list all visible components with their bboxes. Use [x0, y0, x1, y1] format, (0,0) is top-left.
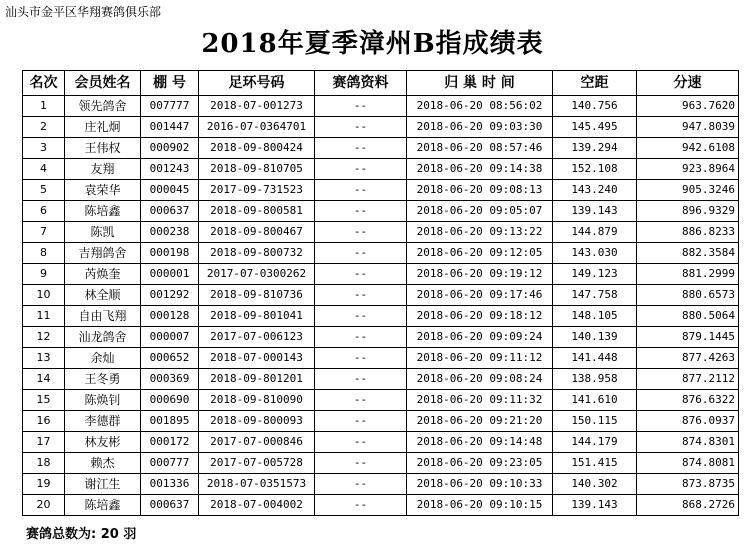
pigeon-info-cell: --	[315, 432, 407, 453]
member-name-cell: 友翔	[65, 159, 141, 180]
loft-number-cell: 001895	[141, 411, 199, 432]
speed-cell: 868.2726	[637, 495, 739, 516]
loft-number-cell: 000652	[141, 348, 199, 369]
speed-cell: 905.3246	[637, 180, 739, 201]
arrival-time-cell: 2018-06-20 09:08:13	[407, 180, 553, 201]
ring-number-cell: 2018-07-0351573	[199, 474, 315, 495]
ring-number-cell: 2018-09-810090	[199, 390, 315, 411]
ring-number-cell: 2018-09-800732	[199, 243, 315, 264]
speed-cell: 886.8233	[637, 222, 739, 243]
arrival-time-cell: 2018-06-20 09:23:05	[407, 453, 553, 474]
member-name-cell: 陈焕钊	[65, 390, 141, 411]
pigeon-info-cell: --	[315, 159, 407, 180]
distance-cell: 150.115	[553, 411, 637, 432]
speed-cell: 882.3584	[637, 243, 739, 264]
speed-cell: 880.6573	[637, 285, 739, 306]
arrival-time-cell: 2018-06-20 09:09:24	[407, 327, 553, 348]
table-row	[23, 390, 739, 411]
loft-number-cell: 000369	[141, 369, 199, 390]
rank-cell: 12	[23, 327, 65, 348]
distance-cell: 144.179	[553, 432, 637, 453]
arrival-time-cell: 2018-06-20 09:13:22	[407, 222, 553, 243]
member-name-cell: 自由飞翔	[65, 306, 141, 327]
rank-cell: 20	[23, 495, 65, 516]
ring-number-cell: 2018-09-801201	[199, 369, 315, 390]
speed-cell: 879.1445	[637, 327, 739, 348]
speed-cell: 874.8081	[637, 453, 739, 474]
ring-number-cell: 2017-07-005728	[199, 453, 315, 474]
member-name-cell: 余灿	[65, 348, 141, 369]
rank-cell: 8	[23, 243, 65, 264]
distance-cell: 138.958	[553, 369, 637, 390]
table-row	[23, 138, 739, 159]
table-row	[23, 327, 739, 348]
distance-cell: 141.610	[553, 390, 637, 411]
speed-cell: 876.6322	[637, 390, 739, 411]
speed-cell: 874.8301	[637, 432, 739, 453]
distance-cell: 147.758	[553, 285, 637, 306]
speed-cell: 877.4263	[637, 348, 739, 369]
table-row	[23, 180, 739, 201]
arrival-time-cell: 2018-06-20 09:11:32	[407, 390, 553, 411]
rank-cell: 5	[23, 180, 65, 201]
ring-number-cell: 2018-09-810736	[199, 285, 315, 306]
pigeon-info-cell: --	[315, 348, 407, 369]
member-name-cell: 汕龙鸽舍	[65, 327, 141, 348]
speed-cell: 877.2112	[637, 369, 739, 390]
col-header-loft: 棚 号	[141, 71, 199, 96]
ring-number-cell: 2016-07-0364701	[199, 117, 315, 138]
distance-cell: 140.139	[553, 327, 637, 348]
pigeon-info-cell: --	[315, 180, 407, 201]
pigeon-info-cell: --	[315, 222, 407, 243]
member-name-cell: 陈培鑫	[65, 495, 141, 516]
ring-number-cell: 2018-07-001273	[199, 96, 315, 117]
rank-cell: 17	[23, 432, 65, 453]
distance-cell: 140.302	[553, 474, 637, 495]
ring-number-cell: 2017-07-006123	[199, 327, 315, 348]
table-row	[23, 285, 739, 306]
distance-cell: 148.105	[553, 306, 637, 327]
rank-cell: 3	[23, 138, 65, 159]
distance-cell: 143.030	[553, 243, 637, 264]
rank-cell: 1	[23, 96, 65, 117]
table-row	[23, 159, 739, 180]
rank-cell: 7	[23, 222, 65, 243]
loft-number-cell: 000902	[141, 138, 199, 159]
loft-number-cell: 000637	[141, 201, 199, 222]
ring-number-cell: 2018-07-004002	[199, 495, 315, 516]
speed-cell: 880.5064	[637, 306, 739, 327]
page-title: 2018年夏季漳州B指成绩表	[201, 29, 544, 59]
loft-number-cell: 000637	[141, 495, 199, 516]
distance-cell: 139.294	[553, 138, 637, 159]
arrival-time-cell: 2018-06-20 09:21:20	[407, 411, 553, 432]
member-name-cell: 王伟权	[65, 138, 141, 159]
distance-cell: 145.495	[553, 117, 637, 138]
rank-cell: 19	[23, 474, 65, 495]
arrival-time-cell: 2018-06-20 09:17:46	[407, 285, 553, 306]
member-name-cell: 赖杰	[65, 453, 141, 474]
distance-cell: 139.143	[553, 495, 637, 516]
arrival-time-cell: 2018-06-20 08:56:02	[407, 96, 553, 117]
speed-cell: 876.0937	[637, 411, 739, 432]
pigeon-info-cell: --	[315, 369, 407, 390]
rank-cell: 10	[23, 285, 65, 306]
ring-number-cell: 2018-09-810705	[199, 159, 315, 180]
total-count: 赛鸽总数为: 20 羽	[26, 527, 137, 542]
loft-number-cell: 000238	[141, 222, 199, 243]
ring-number-cell: 2017-07-0300262	[199, 264, 315, 285]
loft-number-cell: 000198	[141, 243, 199, 264]
member-name-cell: 陈凯	[65, 222, 141, 243]
loft-number-cell: 000777	[141, 453, 199, 474]
table-row	[23, 96, 739, 117]
pigeon-info-cell: --	[315, 306, 407, 327]
loft-number-cell: 000007	[141, 327, 199, 348]
arrival-time-cell: 2018-06-20 09:14:48	[407, 432, 553, 453]
loft-number-cell: 000001	[141, 264, 199, 285]
rank-cell: 11	[23, 306, 65, 327]
ring-number-cell: 2017-09-731523	[199, 180, 315, 201]
col-header-speed: 分速	[637, 71, 739, 96]
ring-number-cell: 2017-07-000846	[199, 432, 315, 453]
loft-number-cell: 001336	[141, 474, 199, 495]
table-row	[23, 264, 739, 285]
arrival-time-cell: 2018-06-20 09:03:30	[407, 117, 553, 138]
table-row	[23, 453, 739, 474]
table-row	[23, 243, 739, 264]
pigeon-info-cell: --	[315, 201, 407, 222]
arrival-time-cell: 2018-06-20 09:05:07	[407, 201, 553, 222]
table-row	[23, 201, 739, 222]
loft-number-cell: 001243	[141, 159, 199, 180]
arrival-time-cell: 2018-06-20 09:08:24	[407, 369, 553, 390]
distance-cell: 139.143	[553, 201, 637, 222]
pigeon-info-cell: --	[315, 117, 407, 138]
distance-cell: 152.108	[553, 159, 637, 180]
arrival-time-cell: 2018-06-20 09:10:33	[407, 474, 553, 495]
distance-cell: 151.415	[553, 453, 637, 474]
member-name-cell: 袁荣华	[65, 180, 141, 201]
speed-cell: 942.6108	[637, 138, 739, 159]
loft-number-cell: 000690	[141, 390, 199, 411]
loft-number-cell: 000172	[141, 432, 199, 453]
pigeon-info-cell: --	[315, 138, 407, 159]
col-header-time: 归 巢 时 间	[407, 71, 553, 96]
member-name-cell: 林全顺	[65, 285, 141, 306]
loft-number-cell: 000128	[141, 306, 199, 327]
arrival-time-cell: 2018-06-20 09:19:12	[407, 264, 553, 285]
ring-number-cell: 2018-09-800467	[199, 222, 315, 243]
pigeon-info-cell: --	[315, 243, 407, 264]
member-name-cell: 李德群	[65, 411, 141, 432]
ring-number-cell: 2018-09-800581	[199, 201, 315, 222]
member-name-cell: 陈培鑫	[65, 201, 141, 222]
rank-cell: 13	[23, 348, 65, 369]
col-header-rank: 名次	[23, 71, 65, 96]
speed-cell: 923.8964	[637, 159, 739, 180]
member-name-cell: 芮焕奎	[65, 264, 141, 285]
pigeon-info-cell: --	[315, 285, 407, 306]
member-name-cell: 庄礼炯	[65, 117, 141, 138]
member-name-cell: 谢江生	[65, 474, 141, 495]
rank-cell: 16	[23, 411, 65, 432]
speed-cell: 873.8735	[637, 474, 739, 495]
loft-number-cell: 001447	[141, 117, 199, 138]
distance-cell: 144.879	[553, 222, 637, 243]
loft-number-cell: 001292	[141, 285, 199, 306]
table-row	[23, 222, 739, 243]
distance-cell: 149.123	[553, 264, 637, 285]
speed-cell: 896.9329	[637, 201, 739, 222]
arrival-time-cell: 2018-06-20 09:14:38	[407, 159, 553, 180]
member-name-cell: 领先鸽舍	[65, 96, 141, 117]
col-header-ring: 足环号码	[199, 71, 315, 96]
loft-number-cell: 000045	[141, 180, 199, 201]
rank-cell: 6	[23, 201, 65, 222]
speed-cell: 881.2999	[637, 264, 739, 285]
rank-cell: 4	[23, 159, 65, 180]
col-header-info: 赛鸽资料	[315, 71, 407, 96]
pigeon-info-cell: --	[315, 327, 407, 348]
pigeon-info-cell: --	[315, 390, 407, 411]
header-row	[23, 71, 739, 96]
club-name: 汕头市金平区华翔赛鸽俱乐部	[5, 5, 162, 19]
arrival-time-cell: 2018-06-20 09:11:12	[407, 348, 553, 369]
col-header-distance: 空距	[553, 71, 637, 96]
table-row	[23, 117, 739, 138]
arrival-time-cell: 2018-06-20 08:57:46	[407, 138, 553, 159]
member-name-cell: 林友彬	[65, 432, 141, 453]
rank-cell: 14	[23, 369, 65, 390]
speed-cell: 963.7620	[637, 96, 739, 117]
pigeon-info-cell: --	[315, 264, 407, 285]
pigeon-info-cell: --	[315, 495, 407, 516]
ring-number-cell: 2018-09-800093	[199, 411, 315, 432]
rank-cell: 9	[23, 264, 65, 285]
distance-cell: 140.756	[553, 96, 637, 117]
distance-cell: 141.448	[553, 348, 637, 369]
arrival-time-cell: 2018-06-20 09:12:05	[407, 243, 553, 264]
ring-number-cell: 2018-09-801041	[199, 306, 315, 327]
results-table	[22, 70, 739, 516]
col-header-name: 会员姓名	[65, 71, 141, 96]
rank-cell: 18	[23, 453, 65, 474]
table-row	[23, 306, 739, 327]
pigeon-info-cell: --	[315, 411, 407, 432]
speed-cell: 947.8039	[637, 117, 739, 138]
rank-cell: 2	[23, 117, 65, 138]
arrival-time-cell: 2018-06-20 09:18:12	[407, 306, 553, 327]
ring-number-cell: 2018-07-000143	[199, 348, 315, 369]
pigeon-info-cell: --	[315, 474, 407, 495]
table-row	[23, 369, 739, 390]
table-row	[23, 411, 739, 432]
member-name-cell: 王冬勇	[65, 369, 141, 390]
table-row	[23, 348, 739, 369]
ring-number-cell: 2018-09-800424	[199, 138, 315, 159]
pigeon-info-cell: --	[315, 453, 407, 474]
pigeon-info-cell: --	[315, 96, 407, 117]
distance-cell: 143.240	[553, 180, 637, 201]
table-row	[23, 432, 739, 453]
loft-number-cell: 007777	[141, 96, 199, 117]
rank-cell: 15	[23, 390, 65, 411]
table-row	[23, 495, 739, 516]
table-row	[23, 474, 739, 495]
arrival-time-cell: 2018-06-20 09:10:15	[407, 495, 553, 516]
member-name-cell: 吉翔鸽舍	[65, 243, 141, 264]
